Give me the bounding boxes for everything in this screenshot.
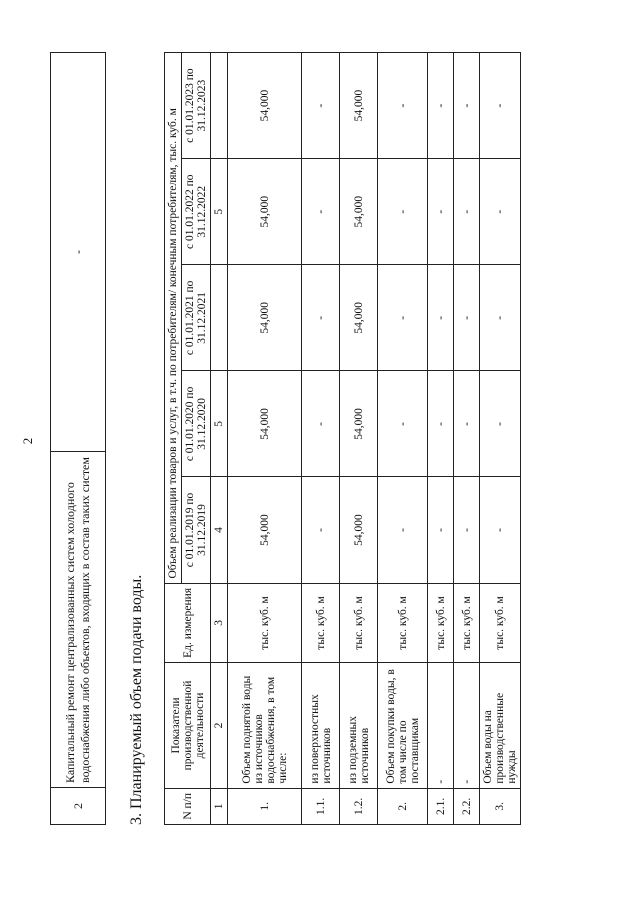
colnum <box>211 53 228 159</box>
row-number: 2. <box>378 788 428 824</box>
row-value: - <box>378 159 428 265</box>
row-number: 2.2. <box>454 788 480 824</box>
row-value: - <box>302 371 340 477</box>
row-indicator: Объем воды на производственные нужды <box>480 663 521 788</box>
row-number: 2 <box>51 788 106 825</box>
row-unit: тыс. куб. м <box>454 583 480 663</box>
row-value: - <box>428 371 454 477</box>
water-supply-table <box>164 52 521 825</box>
row-value: - <box>378 477 428 583</box>
table-body <box>228 53 521 825</box>
colnum: 5 <box>211 159 228 265</box>
table-row <box>51 53 106 825</box>
row-value: 54,000 <box>228 53 302 159</box>
header-period-2021: с 01.01.2021 по 31.12.2021 <box>182 265 211 371</box>
row-value: - <box>302 159 340 265</box>
header-num: N п/п <box>165 788 211 824</box>
row-value: - <box>454 265 480 371</box>
row-unit: тыс. куб. м <box>480 583 521 663</box>
table-row <box>428 53 454 825</box>
row-indicator: - <box>454 663 480 788</box>
row-number: 1.2. <box>340 788 378 824</box>
row-value: - <box>428 477 454 583</box>
row-value: 54,000 <box>340 371 378 477</box>
row-indicator: из поверхностных источников <box>302 663 340 788</box>
colnum <box>211 265 228 371</box>
header-period-2023: с 01.01.2023 по 31.12.2023 <box>182 53 211 159</box>
row-value: - <box>51 53 106 452</box>
row-number: 1.1. <box>302 788 340 824</box>
table-row <box>302 53 340 825</box>
row-value: - <box>302 265 340 371</box>
header-row <box>165 53 182 825</box>
colnum: 5 <box>211 371 228 477</box>
row-unit: тыс. куб. м <box>228 583 302 663</box>
table-row <box>454 53 480 825</box>
table-row <box>378 53 428 825</box>
row-value: - <box>454 371 480 477</box>
colnum: 3 <box>211 583 228 663</box>
row-number: 3. <box>480 788 521 824</box>
row-value: - <box>378 53 428 159</box>
row-value: - <box>302 53 340 159</box>
row-indicator: из подземных источников <box>340 663 378 788</box>
column-numbers-row <box>211 53 228 825</box>
header-period-2019: с 01.01.2019 по 31.12.2019 <box>182 477 211 583</box>
row-value: - <box>480 265 521 371</box>
section-heading: 3. Планируемый объем подачи воды. <box>128 574 145 825</box>
colnum: 1 <box>211 788 228 824</box>
table-row <box>228 53 302 825</box>
row-value: - <box>428 159 454 265</box>
row-value: - <box>480 371 521 477</box>
row-value: 54,000 <box>340 159 378 265</box>
row-value: - <box>428 265 454 371</box>
header-indicator: Показатели производственной деятельности <box>165 663 211 788</box>
row-unit: тыс. куб. м <box>428 583 454 663</box>
header-unit: Ед. измерения <box>165 583 211 663</box>
row-unit: тыс. куб. м <box>378 583 428 663</box>
colnum: 2 <box>211 663 228 788</box>
table-row <box>340 53 378 825</box>
row-value: 54,000 <box>340 477 378 583</box>
row-value: - <box>480 477 521 583</box>
page-number: 2 <box>20 437 35 445</box>
header-period-2022: с 01.01.2022 по 31.12.2022 <box>182 159 211 265</box>
row-indicator: Объем поднятой воды из источников водоснабжения, в том числе: <box>228 663 302 788</box>
row-number: 2.1. <box>428 788 454 824</box>
row-value: - <box>480 159 521 265</box>
row-value: 54,000 <box>228 265 302 371</box>
table-row <box>480 53 521 825</box>
row-value: - <box>302 477 340 583</box>
row-value: - <box>378 371 428 477</box>
row-indicator: Объем покупки воды, в том числе по поставщикам <box>378 663 428 788</box>
row-value: 54,000 <box>228 477 302 583</box>
header-group: Объем реализации товаров и услуг, в т.ч. по потребителям/ конечным потребителям, тыс. куб. м <box>165 53 182 584</box>
row-value: 54,000 <box>340 265 378 371</box>
header-period-2020: с 01.01.2020 по 31.12.2020 <box>182 371 211 477</box>
row-value: - <box>378 265 428 371</box>
repair-table <box>50 52 106 825</box>
row-value: 54,000 <box>228 371 302 477</box>
row-value: - <box>428 53 454 159</box>
row-unit: тыс. куб. м <box>340 583 378 663</box>
row-value: - <box>480 53 521 159</box>
row-value: - <box>454 159 480 265</box>
row-value: - <box>454 53 480 159</box>
row-text: Капитальный ремонт централизованных систем холодного водоснабжения либо объектов, входящих в состав таких систем <box>51 452 106 788</box>
row-indicator: - <box>428 663 454 788</box>
row-unit: тыс. куб. м <box>302 583 340 663</box>
row-value: 54,000 <box>228 159 302 265</box>
colnum: 4 <box>211 477 228 583</box>
row-number: 1. <box>228 788 302 824</box>
row-value: 54,000 <box>340 53 378 159</box>
row-value: - <box>454 477 480 583</box>
